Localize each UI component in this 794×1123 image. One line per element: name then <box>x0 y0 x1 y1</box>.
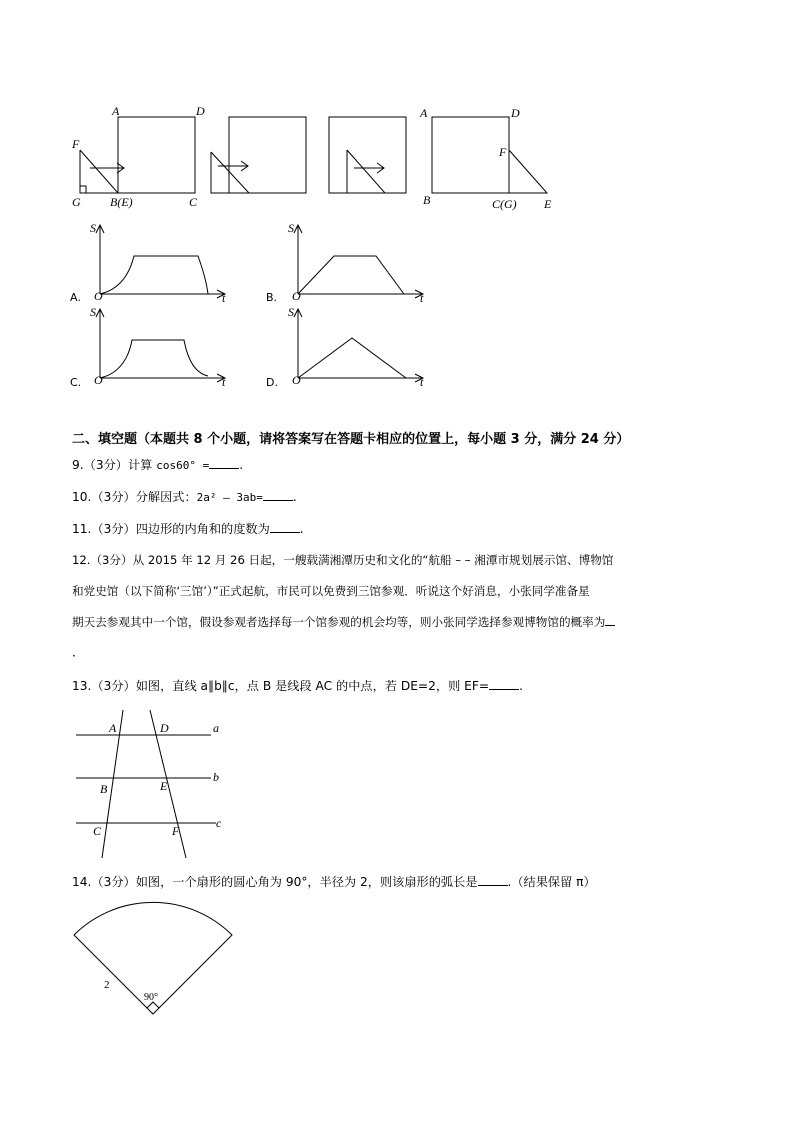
label-B: B <box>100 782 108 796</box>
axis-t: t <box>222 375 226 389</box>
graph-B[interactable] <box>286 218 436 306</box>
label-C-fig1: C <box>189 195 198 209</box>
figure-13-parallel-lines <box>66 705 236 863</box>
axis-S: S <box>288 305 294 319</box>
question-9 <box>72 456 243 475</box>
axis-S: S <box>288 221 294 235</box>
label-A: A <box>109 721 117 735</box>
q13-text: 13.（3分）如图，直线 a∥b∥c，点 B 是线段 AC 的中点，若 DE=2，则 EF= <box>72 679 490 693</box>
question-12-line3 <box>72 613 615 631</box>
graph-C[interactable] <box>88 302 238 390</box>
q14-end: .（结果保留 π） <box>507 875 596 889</box>
radius-label: 2 <box>104 979 110 991</box>
figure-3 <box>329 117 406 193</box>
figure-4 <box>432 117 547 193</box>
question-12-line1: 12.（3分）从 2015 年 12 月 26 日起，一艘载满湘潭历史和文化的“航船 – – 湘潭市规划展示馆、博物馆 <box>72 553 614 567</box>
answer-blank[interactable] <box>605 613 615 626</box>
q9-prefix: 9.（3分）计算 <box>72 458 157 472</box>
option-C-label[interactable]: C. <box>70 376 82 389</box>
label-D: D <box>160 721 169 735</box>
axis-t: t <box>222 291 226 305</box>
angle-label: 90° <box>144 992 158 1003</box>
q12-line3-text: 期天去参观其中一个馆，假设参观者选择每一个馆参观的机会均等，则小张同学选择参观博物馆的概率为 <box>72 615 606 629</box>
label-A-fig1: A <box>112 104 120 118</box>
figure-2 <box>211 117 306 193</box>
question-12-line2: 和党史馆（以下简称‘三馆’）”正式起航，市民可以免费到三馆参观．听说这个好消息，小张同学准备星 <box>72 584 590 598</box>
answer-blank[interactable] <box>209 456 239 469</box>
question-10 <box>72 488 297 507</box>
label-c: c <box>216 816 222 830</box>
label-C: C <box>93 824 102 838</box>
axis-O: O <box>94 373 103 387</box>
q11-text: 11.（3分）四边形的内角和的度数为 <box>72 522 270 536</box>
question-11 <box>72 520 304 538</box>
answer-blank[interactable] <box>478 873 508 886</box>
section-heading: 二、填空题（本题共 8 个小题，请将答案写在答题卡相应的位置上，每小题 3 分，满分 24 分） <box>72 432 630 447</box>
graph-D[interactable] <box>286 302 436 390</box>
q10-expr: 2a² – 3ab= <box>196 491 263 504</box>
question-14 <box>72 873 596 891</box>
q11-end: . <box>299 522 304 536</box>
label-b: b <box>213 770 219 784</box>
label-F: F <box>172 824 180 838</box>
answer-blank[interactable] <box>263 488 293 501</box>
axis-O: O <box>292 373 301 387</box>
motion-figures <box>60 100 580 215</box>
axis-O: O <box>94 289 103 303</box>
label-a: a <box>213 721 219 735</box>
q9-eq: = <box>195 459 210 472</box>
option-B-label[interactable]: B. <box>266 291 278 304</box>
axis-O: O <box>292 289 301 303</box>
label-F-fig4: F <box>499 145 507 159</box>
label-A-fig4: A <box>420 106 428 120</box>
q14-text: 14.（3分）如图，一个扇形的圆心角为 90°，半径为 2，则该扇形的弧长是 <box>72 875 478 889</box>
axis-S: S <box>90 305 96 319</box>
axis-t: t <box>420 291 424 305</box>
q9-end: . <box>239 458 244 472</box>
label-D-fig1: D <box>196 104 205 118</box>
label-F-fig1: F <box>72 137 80 151</box>
label-E: E <box>160 779 168 793</box>
label-D-fig4: D <box>511 106 520 120</box>
q9-expr: cos60° <box>156 459 196 472</box>
option-A-label[interactable]: A. <box>70 291 81 304</box>
label-BE-fig1: B(E) <box>110 195 133 209</box>
q10-end: . <box>292 490 297 504</box>
option-D-label[interactable]: D. <box>266 376 278 389</box>
figure-1 <box>80 117 195 193</box>
q13-end: . <box>519 679 523 693</box>
answer-blank[interactable] <box>489 677 519 690</box>
graph-A[interactable] <box>88 218 238 306</box>
answer-blank[interactable] <box>270 520 300 533</box>
q10-prefix: 10.（3分）分解因式： <box>72 490 197 504</box>
label-E-fig4: E <box>544 197 552 211</box>
label-CG-fig4: C(G) <box>492 197 517 211</box>
question-12-line4: ． <box>72 645 85 659</box>
question-13 <box>72 677 523 695</box>
axis-S: S <box>90 221 96 235</box>
label-G-fig1: G <box>72 195 81 209</box>
label-B-fig4: B <box>423 193 431 207</box>
figure-14-sector <box>66 895 241 1020</box>
axis-t: t <box>420 375 424 389</box>
